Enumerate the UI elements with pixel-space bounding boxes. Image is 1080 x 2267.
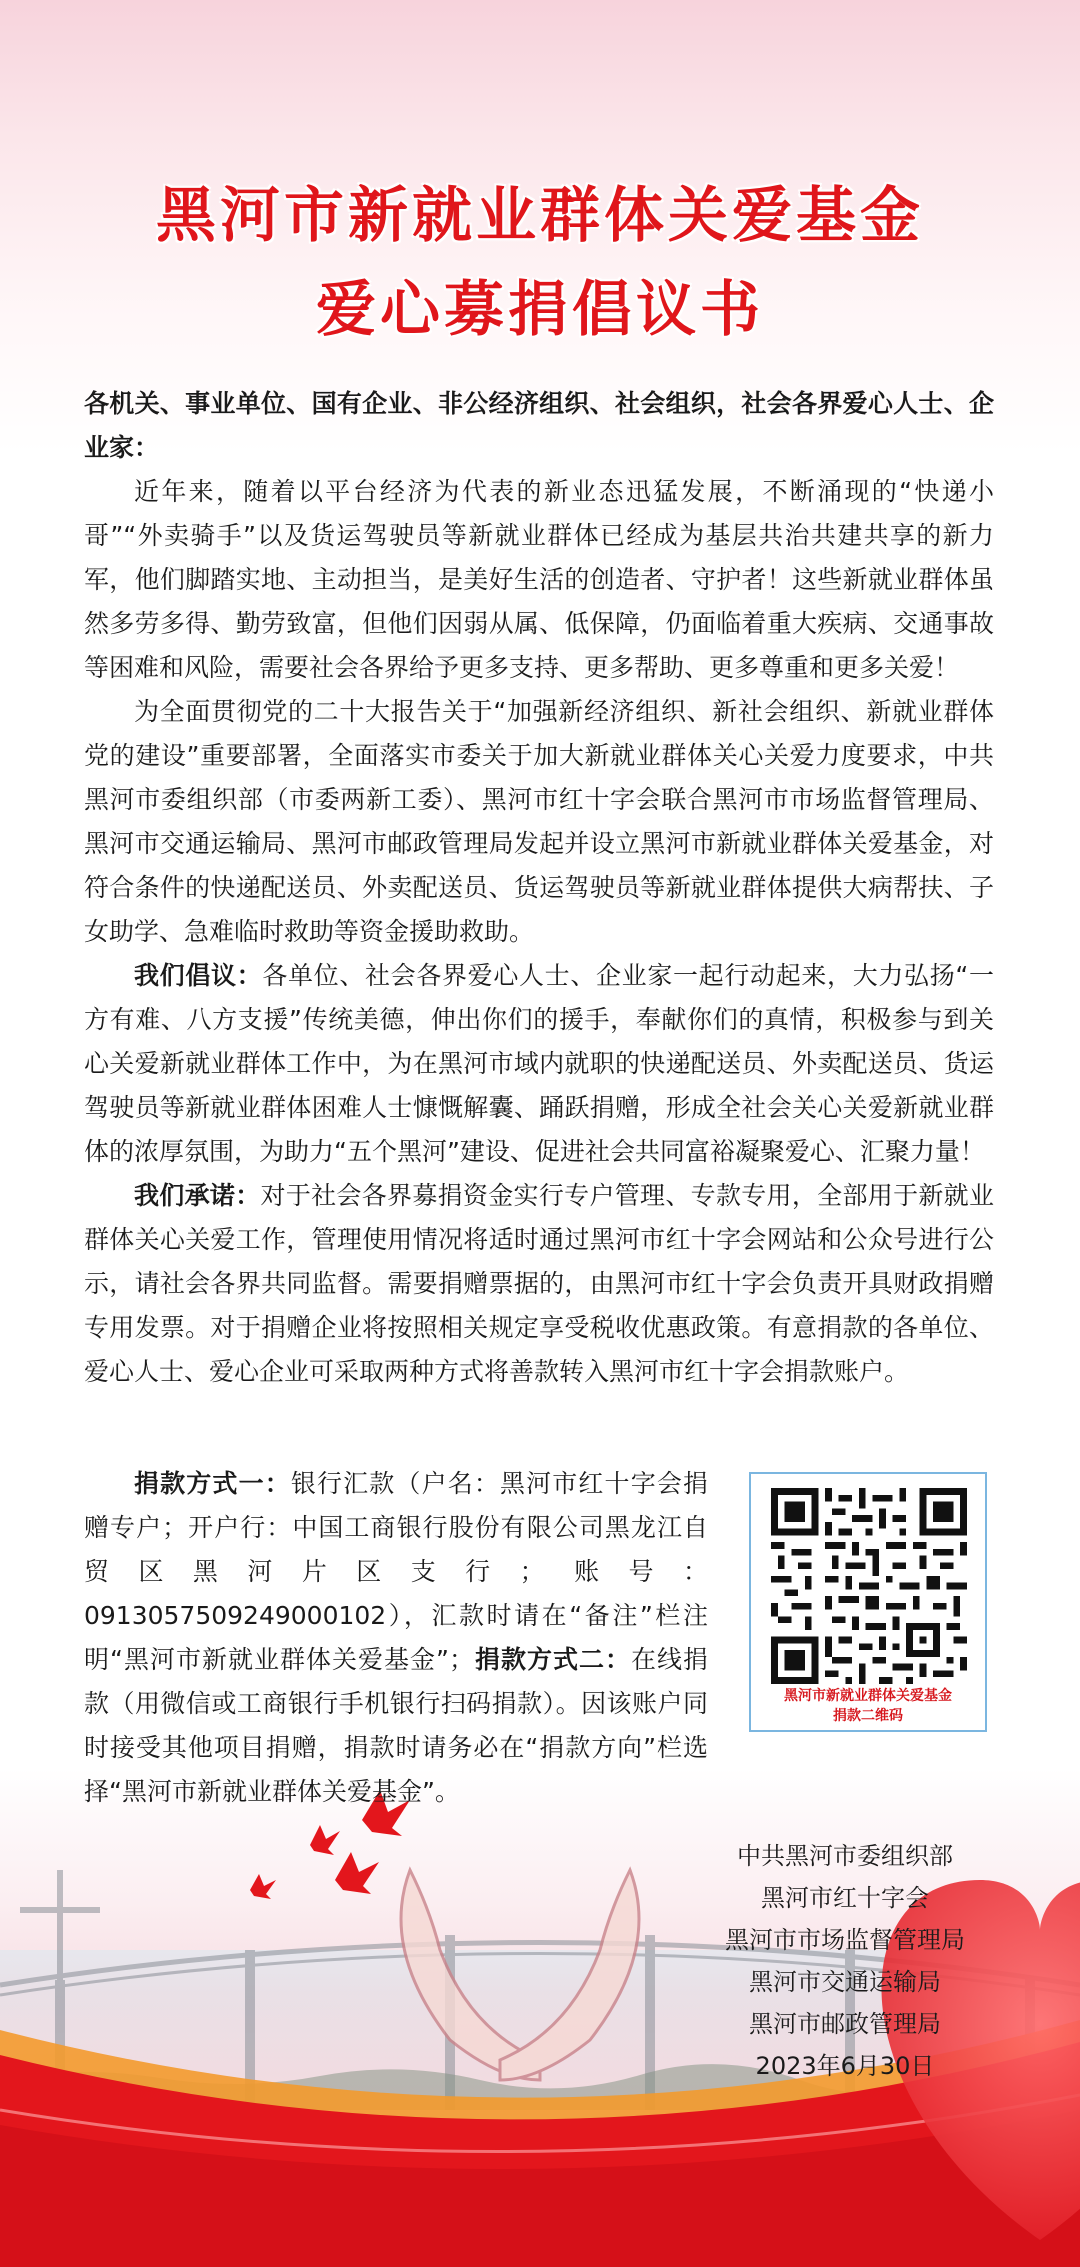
salutation: 各机关、事业单位、国有企业、非公经济组织、社会组织，社会各界爱心人士、企业家： [84, 389, 994, 462]
letter-body [84, 382, 994, 1394]
initiative-label: 我们倡议： [134, 961, 263, 990]
initiative-paragraph [84, 954, 994, 1174]
page-title-line2: 爱心募捐倡议书 [316, 275, 764, 345]
signatories [690, 1835, 1000, 2087]
qr-caption [751, 1686, 985, 1726]
qr-caption-line1: 黑河市新就业群体关爱基金 [784, 1688, 952, 1704]
promise-text: 对于社会各界募捐资金实行专户管理、专款专用，全部用于新就业群体关心关爱工作，管理使用情况将适时通过黑河市红十字会网站和公众号进行公示，请社会各界共同监督。需要捐赠票据的，由黑河市红十字会负责开具财政捐赠专用发票。对于捐赠企业将按照相关规定享受税收优惠政策。有意捐款的各单位、爱心人士、爱心企业可采取两种方式将善款转入黑河市红十字会捐款账户。 [84, 1181, 994, 1386]
method2-text: 在线捐款（用微信或工商银行手机银行扫码捐款）。因该账户同时接受其他项目捐赠，捐款时请务必在“捐款方向”栏选择“黑河市新就业群体关爱基金”。 [84, 1645, 708, 1806]
method2-label: 捐款方式二： [473, 1645, 631, 1674]
signatory: 黑河市市场监督管理局 [725, 1926, 965, 1954]
signatory: 黑河市邮政管理局 [749, 2010, 941, 2038]
date: 2023年6月30日 [755, 2052, 935, 2080]
signatory: 黑河市交通运输局 [749, 1968, 941, 1996]
promise-label: 我们承诺： [134, 1181, 261, 1210]
qr-code[interactable] [771, 1488, 967, 1684]
donation-methods [84, 1462, 708, 1814]
signatory: 黑河市红十字会 [761, 1884, 929, 1912]
method1-label: 捐款方式一： [134, 1469, 291, 1498]
paragraph-1: 近年来，随着以平台经济为代表的新业态迅猛发展，不断涌现的“快递小哥”“外卖骑手”以及货运驾驶员等新就业群体已经成为基层共治共建共享的新力军，他们脚踏实地、主动担当，是美好生活的创造者、守护者！这些新就业群体虽然多劳多得、勤劳致富，但他们因弱从属、低保障，仍面临着重大疾病、交通事故等困难和风险，需要社会各界给予更多支持、更多帮助、更多尊重和更多关爱！ [84, 477, 994, 682]
method1-text: 银行汇款（户名：黑河市红十字会捐赠专户；开户行：中国工商银行股份有限公司黑龙江自贸区黑河片区支行；账号：0913057509249000102），汇款时请在“备注”栏注明“黑河市新就业群体关爱基金”； [84, 1469, 708, 1674]
initiative-text: 各单位、社会各界爱心人士、企业家一起行动起来，大力弘扬“一方有难、八方支援”传统美德，伸出你们的援手，奉献你们的真情，积极参与到关心关爱新就业群体工作中，为在黑河市域内就职的快递配送员、外卖配送员、货运驾驶员等新就业群体困难人士慷慨解囊、踊跃捐赠，形成全社会关心关爱新就业群体的浓厚氛围，为助力“五个黑河”建设、促进社会共同富裕凝聚爱心、汇聚力量！ [84, 961, 994, 1166]
qr-caption-line2: 捐款二维码 [833, 1708, 903, 1724]
paragraph-2: 为全面贯彻党的二十大报告关于“加强新经济组织、新社会组织、新就业群体党的建设”重要部署，全面落实市委关于加大新就业群体关心关爱力度要求，中共黑河市委组织部（市委两新工委）、黑河市红十字会联合黑河市市场监督管理局、黑河市交通运输局、黑河市邮政管理局发起并设立黑河市新就业群体关爱基金，对符合条件的快递配送员、外卖配送员、货运驾驶员等新就业群体提供大病帮扶、子女助学、急难临时救助等资金援助救助。 [84, 697, 994, 946]
promise-paragraph [84, 1174, 994, 1394]
page-title-line1: 黑河市新就业群体关爱基金 [156, 181, 924, 251]
signatory: 中共黑河市委组织部 [737, 1842, 953, 1870]
qr-code-box[interactable] [749, 1472, 987, 1732]
